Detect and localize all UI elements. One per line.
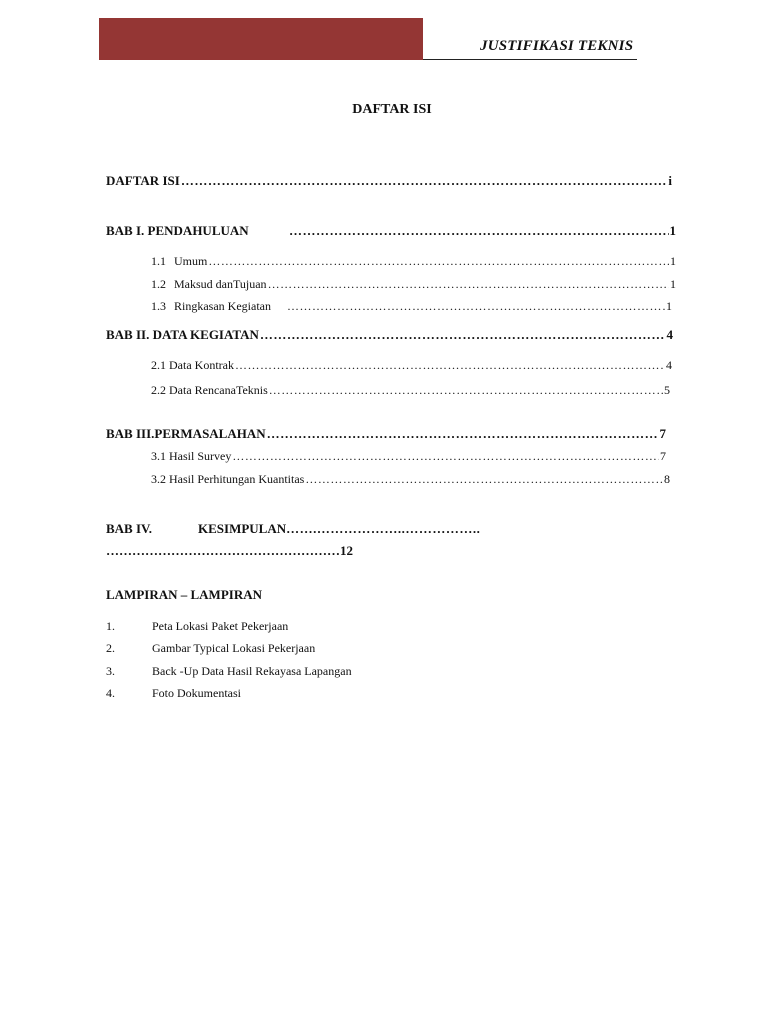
toc-page-number: 4 [666,327,673,342]
toc-leader-dots [267,426,659,442]
toc-label: 3.2 Hasil Perhitungan Kuantitas [151,472,305,486]
toc-label: 2.1 Data Kontrak [151,358,234,372]
toc-label: 2.2 Data RencanaTeknis [151,383,268,397]
toc-label: Umum [174,254,208,268]
toc-number: 1.3 [151,299,166,313]
toc-label: DAFTAR ISI [106,173,180,188]
toc-leader-dots [260,327,666,343]
toc-chapter-number: BAB IV. [106,521,153,536]
lampiran-item-label: Foto Dokumentasi [152,686,241,700]
header-title: JUSTIFIKASI TEKNIS [480,38,634,54]
toc-label: Ringkasan Kegiatan [174,299,271,313]
toc-page-number: i [668,173,672,188]
lampiran-item-label: Gambar Typical Lokasi Pekerjaan [152,641,316,655]
toc-page-number: 1 [670,277,676,291]
toc-leader-dots [289,223,669,239]
toc-entry-1-3[interactable] [151,299,672,314]
toc-entry-3-1[interactable] [151,449,666,464]
toc-leader-dots [235,358,665,373]
toc-leader-dots [287,299,665,314]
toc-entry-2-2[interactable] [151,383,670,398]
toc-entry-daftar-isi[interactable] [106,173,672,189]
toc-label: KESIMPULAN [198,521,287,536]
lampiran-item [106,664,352,679]
toc-page-number: 7 [659,426,666,441]
toc-page-number: 12 [340,543,353,558]
lampiran-item [106,619,288,634]
toc-entry-1-2[interactable] [151,277,676,292]
toc-label: BAB III.PERMASALAHAN [106,426,266,441]
toc-leader-dots [181,173,668,189]
toc-number: 1.2 [151,277,166,291]
toc-leader-dots [269,383,663,398]
toc-page-number: 7 [660,449,666,463]
toc-leader-dots [208,254,669,269]
toc-label: BAB I. PENDAHULUAN [106,223,249,238]
toc-label: 3.1 Hasil Survey [151,449,232,463]
lampiran-item-number: 3. [106,664,115,678]
toc-entry-bab1[interactable] [106,223,676,239]
header-color-bar [99,18,423,60]
page-title: DAFTAR ISI [352,102,432,117]
toc-leader-dots [232,449,659,464]
toc-leader-dots: ……………………………………………… [106,543,340,558]
lampiran-item-number: 2. [106,641,115,655]
toc-entry-bab4-continuation [106,543,353,559]
toc-entry-bab3[interactable] [106,426,666,442]
lampiran-item-label: Back -Up Data Hasil Rekayasa Lapangan [152,664,352,678]
lampiran-item-label: Peta Lokasi Paket Pekerjaan [152,619,289,633]
toc-entry-bab4[interactable] [106,521,480,537]
lampiran-item-number: 4. [106,686,115,700]
toc-label: Maksud danTujuan [174,277,267,291]
toc-entry-3-2[interactable] [151,472,670,487]
header-underline [423,59,637,60]
toc-page-number: 5 [664,383,670,397]
toc-entry-2-1[interactable] [151,358,672,373]
toc-label: BAB II. DATA KEGIATAN [106,327,259,342]
toc-page-number: 1 [669,223,676,238]
toc-page-number: 1 [670,254,676,268]
lampiran-item-number: 1. [106,619,115,633]
toc-number: 1.1 [151,254,166,268]
lampiran-item [106,641,315,656]
toc-leader-dots [305,472,663,487]
toc-page-number: 8 [664,472,670,486]
toc-page-number: 1 [666,299,672,313]
toc-entry-1-1[interactable] [151,254,676,269]
toc-leader-dots [268,277,669,292]
toc-entry-bab2[interactable] [106,327,673,343]
lampiran-heading: LAMPIRAN – LAMPIRAN [106,587,262,602]
toc-leader-dots: …….………………..…………….. [286,521,481,536]
lampiran-item [106,686,241,701]
toc-page-number: 4 [666,358,672,372]
